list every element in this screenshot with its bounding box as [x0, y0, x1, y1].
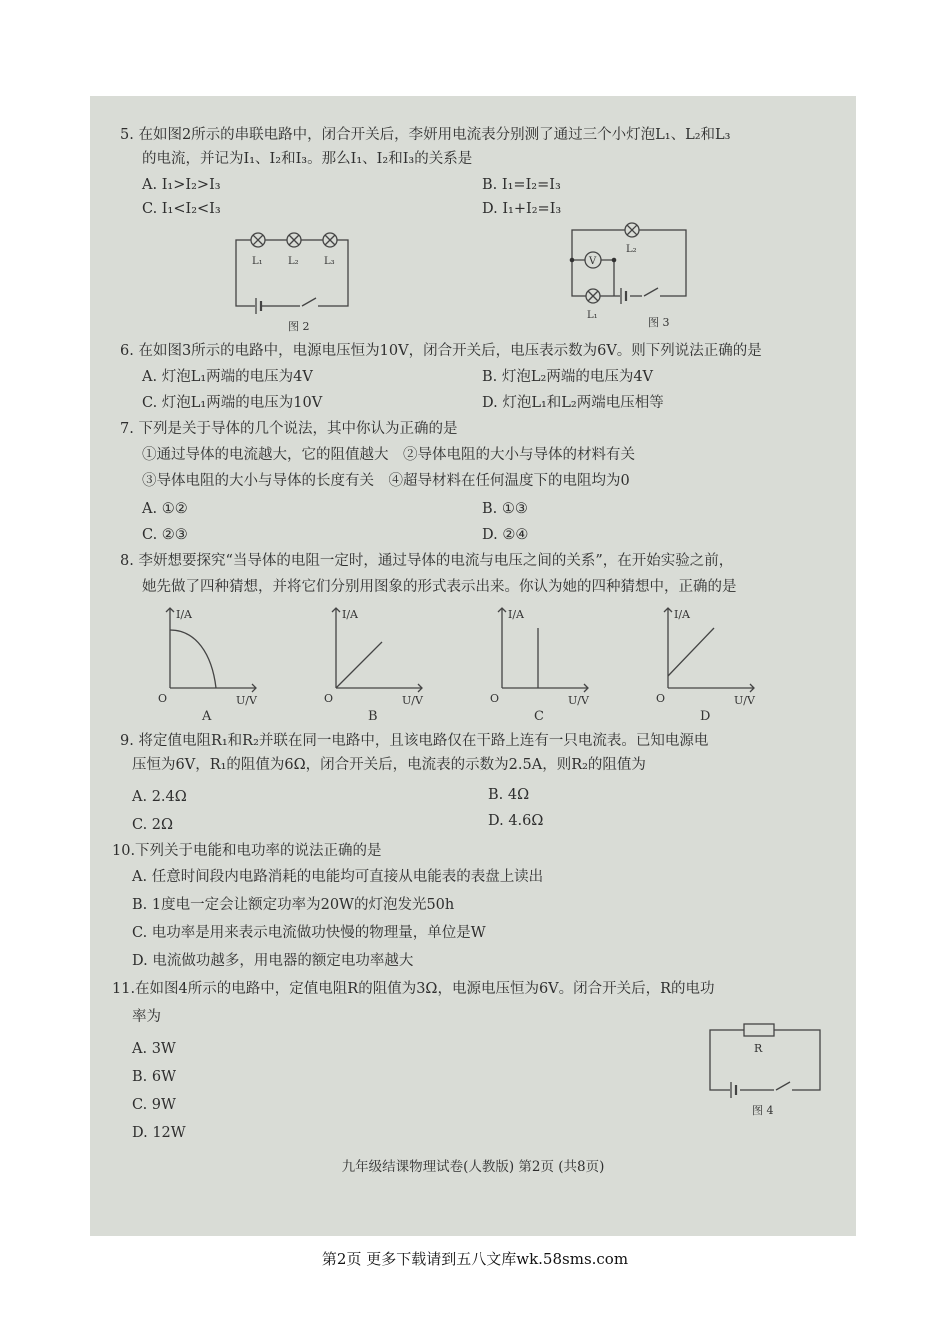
- q9-option-c: C. 2Ω: [132, 817, 174, 833]
- exam-page-footer: 九年级结课物理试卷(人教版) 第2页 (共8页): [341, 1159, 605, 1175]
- fig3-label-l2: L₂: [626, 244, 637, 255]
- q9-stem-line2: 压恒为6V，R₁的阻值为6Ω，闭合开关后，电流表的示数为2.5A，则R₂的阻值为: [132, 757, 646, 773]
- graph-d-origin: O: [656, 692, 666, 705]
- q6-option-c: C. 灯泡L₁两端的电压为10V: [142, 395, 323, 411]
- q8-graph-c: [488, 604, 618, 724]
- q6-stem: 6. 在如图3所示的电路中，电源电压恒为10V，闭合开关后，电压表示数为6V。则下列说法正确的是: [120, 343, 762, 359]
- graph-d-xlabel: U/V: [734, 694, 755, 707]
- q11-stem-line1: 11.在如图4所示的电路中，定值电阻R的阻值为3Ω，电源电压恒为6V。闭合开关后，R的电功: [112, 981, 715, 997]
- q11-option-c: C. 9W: [132, 1097, 176, 1113]
- q10-stem: 10.下列关于电能和电功率的说法正确的是: [112, 843, 382, 859]
- fig4-resistor-label: R: [754, 1042, 763, 1055]
- q9-stem-line1: 9. 将定值电阻R₁和R₂并联在同一电路中，且该电路仅在干路上连有一只电流表。已知电源电: [120, 733, 709, 749]
- graph-a-ylabel: I/A: [176, 608, 192, 621]
- graph-b-ylabel: I/A: [342, 608, 358, 621]
- fig2-label-l2: L₂: [288, 256, 299, 267]
- q6-option-a: A. 灯泡L₁两端的电压为4V: [142, 369, 313, 385]
- q8-stem-line2: 她先做了四种猜想，并将它们分别用图象的形式表示出来。你认为她的四种猜想中，正确的是: [142, 579, 737, 595]
- q6-option-d: D. 灯泡L₁和L₂两端电压相等: [482, 395, 664, 411]
- figure-3-circuit: [560, 216, 700, 340]
- q10-option-b: B. 1度电一定会让额定功率为20W的灯泡发光50h: [132, 897, 455, 913]
- q9-option-a: A. 2.4Ω: [132, 789, 187, 805]
- q6-option-b: B. 灯泡L₂两端的电压为4V: [482, 369, 654, 385]
- q11-option-b: B. 6W: [132, 1069, 177, 1085]
- graph-d-label: D: [700, 709, 711, 724]
- q5-option-a: A. I₁>I₂>I₃: [142, 177, 221, 193]
- q9-option-d: D. 4.6Ω: [488, 813, 544, 829]
- fig2-label-l3: L₃: [324, 256, 335, 267]
- q8-stem-line1: 8. 李妍想要探究“当导体的电阻一定时，通过导体的电流与电压之间的关系”，在开始实验之前，: [120, 553, 734, 569]
- q7-stem: 7. 下列是关于导体的几个说法，其中你认为正确的是: [120, 421, 458, 437]
- graph-c-origin: O: [490, 692, 500, 705]
- graph-a-origin: O: [158, 692, 168, 705]
- graph-a-label: A: [202, 709, 212, 724]
- fig2-label-l1: L₁: [252, 256, 263, 267]
- q9-option-b: B. 4Ω: [488, 787, 530, 803]
- q5-option-b: B. I₁=I₂=I₃: [482, 177, 561, 193]
- graph-a-xlabel: U/V: [236, 694, 257, 707]
- q7-option-b: B. ①③: [482, 501, 528, 517]
- graph-b-origin: O: [324, 692, 334, 705]
- q10-option-c: C. 电功率是用来表示电流做功快慢的物理量，单位是W: [132, 925, 486, 941]
- fig2-caption: 图 2: [288, 320, 310, 333]
- q11-option-a: A. 3W: [132, 1041, 176, 1057]
- q5-option-d: D. I₁+I₂=I₃: [482, 201, 562, 217]
- q5-option-c: C. I₁<I₂<I₃: [142, 201, 221, 217]
- q5-stem-line1: 5. 在如图2所示的串联电路中，闭合开关后，李妍用电流表分别测了通过三个小灯泡L₁、L₂和L₃: [120, 127, 731, 143]
- graph-d-ylabel: I/A: [674, 608, 690, 621]
- q8-graph-a: [156, 604, 286, 724]
- graph-c-ylabel: I/A: [508, 608, 524, 621]
- fig4-caption: 图 4: [752, 1104, 774, 1117]
- download-note: 第2页 更多下载请到五八文库wk.58sms.com: [321, 1250, 629, 1268]
- fig3-voltmeter-label: V: [589, 256, 597, 267]
- figure-4-resistor-circuit: [700, 1018, 830, 1128]
- q10-option-a: A. 任意时间段内电路消耗的电能均可直接从电能表的表盘上读出: [132, 869, 544, 885]
- fig3-caption: 图 3: [648, 316, 670, 329]
- graph-b-label: B: [368, 709, 378, 724]
- q7-statements-1: ①通过导体的电流越大，它的阻值越大 ②导体电阻的大小与导体的材料有关: [142, 447, 635, 463]
- fig3-label-l1: L₁: [587, 310, 598, 321]
- q10-option-d: D. 电流做功越多，用电器的额定电功率越大: [132, 953, 414, 969]
- q11-stem-line2: 率为: [132, 1009, 161, 1025]
- graph-c-label: C: [534, 709, 544, 724]
- q5-stem-line2: 的电流，并记为I₁、I₂和I₃。那么I₁、I₂和I₃的关系是: [142, 151, 473, 167]
- q7-option-a: A. ①②: [142, 501, 188, 517]
- q7-option-d: D. ②④: [482, 527, 529, 543]
- q8-graph-d: [654, 604, 784, 724]
- q7-option-c: C. ②③: [142, 527, 188, 543]
- q11-option-d: D. 12W: [132, 1125, 186, 1141]
- graph-c-xlabel: U/V: [568, 694, 589, 707]
- q7-statements-2: ③导体电阻的大小与导体的长度有关 ④超导材料在任何温度下的电阻均为0: [142, 473, 630, 489]
- figure-2-series-circuit: [230, 226, 360, 336]
- exam-sheet-photo: [90, 96, 856, 1236]
- q8-graph-b: [322, 604, 452, 724]
- graph-b-xlabel: U/V: [402, 694, 423, 707]
